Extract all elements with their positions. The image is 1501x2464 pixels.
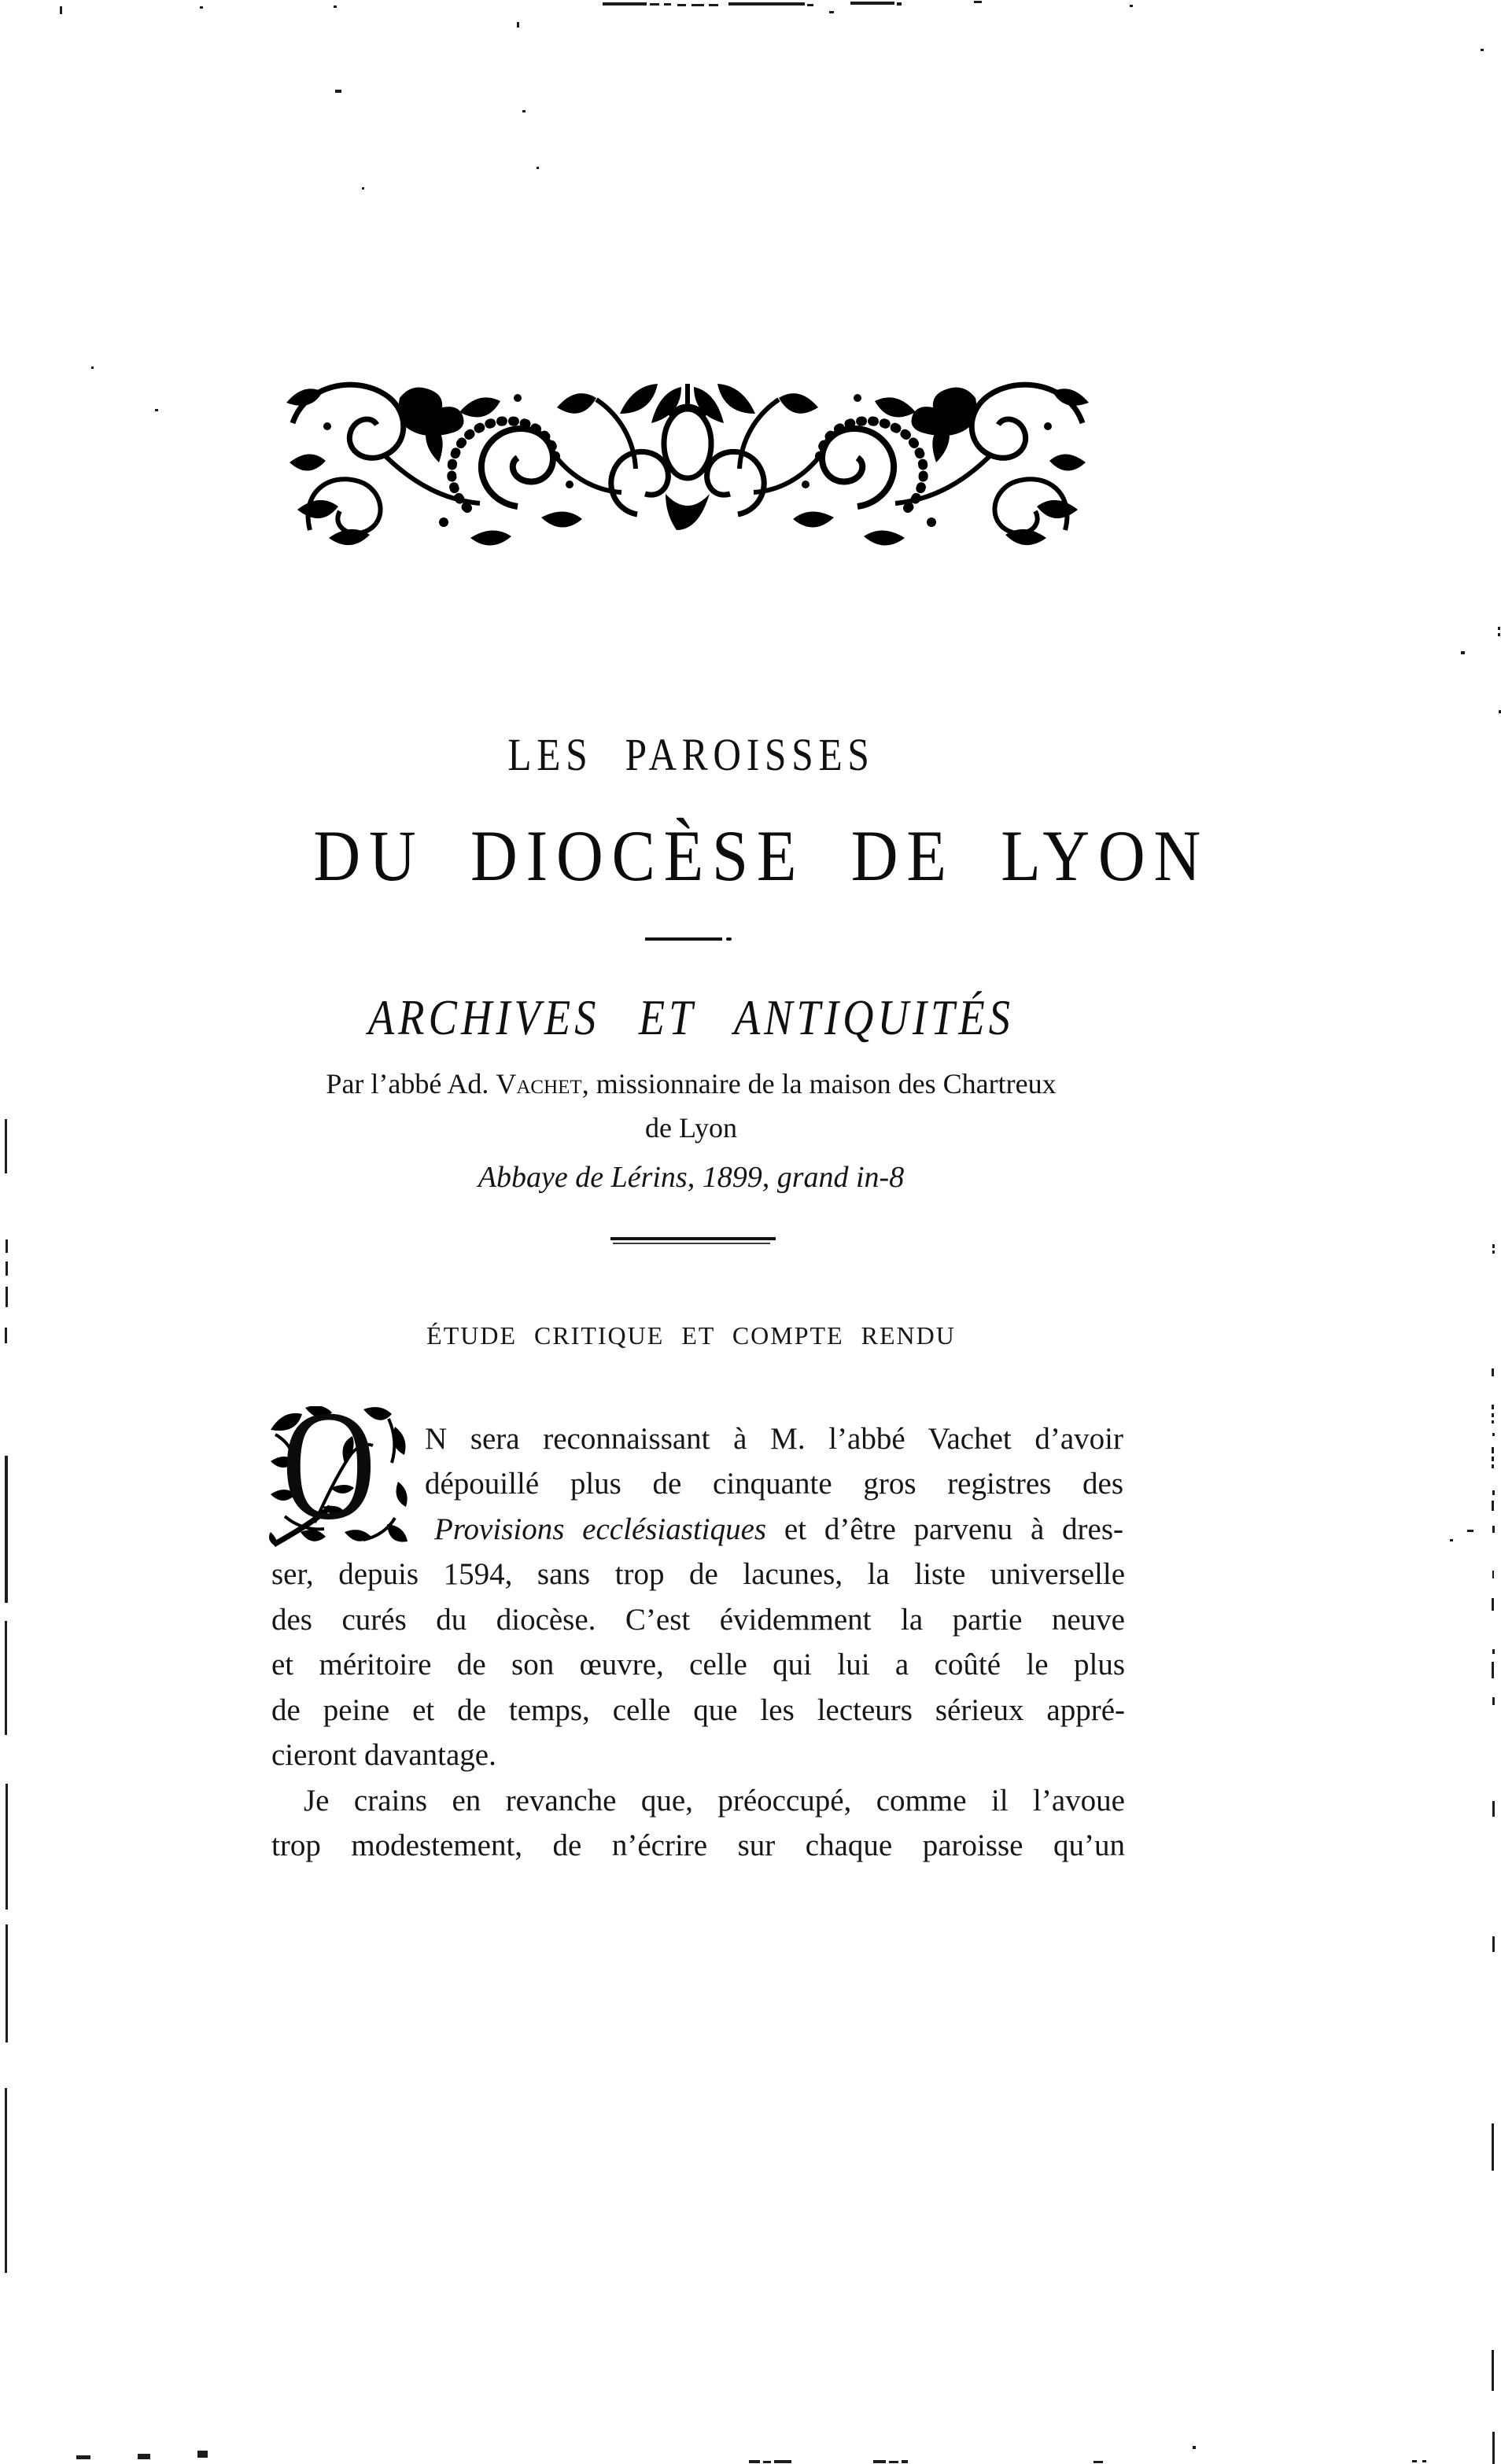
scan-artifact <box>1498 627 1500 630</box>
title-rule-dot <box>726 937 732 941</box>
scan-artifact <box>728 2 805 6</box>
scan-artifact <box>76 2455 90 2459</box>
scan-artifact <box>138 2454 150 2459</box>
scan-artifact <box>889 2461 898 2463</box>
scan-artifact <box>335 90 341 93</box>
scan-artifact <box>763 2461 771 2463</box>
scan-artifact <box>603 2 647 6</box>
scan-artifact <box>1492 2350 1494 2391</box>
body-line: et méritoire de son œuvre, celle qui lui a coûté le plus <box>271 1648 1125 1681</box>
scan-artifact <box>6 1239 8 1253</box>
scan-artifact <box>1492 1413 1494 1417</box>
scan-artifact <box>1492 1447 1494 1453</box>
author-name: Vachet <box>496 1068 582 1099</box>
scan-artifact <box>197 2451 208 2458</box>
italic-work-title: Provisions ecclésiastiques <box>434 1512 767 1546</box>
scan-artifact <box>974 1 982 3</box>
series-title: LES PAROISSES <box>507 729 875 780</box>
scan-artifact <box>5 1621 7 1735</box>
scan-artifact <box>362 187 364 190</box>
scan-artifact <box>1492 1801 1495 1817</box>
scan-artifact <box>873 2460 886 2463</box>
scan-artifact <box>807 4 813 6</box>
scan-artifact <box>1492 1662 1494 1678</box>
body-line: des curés du diocèse. C’est évidemment la partie neuve <box>271 1603 1125 1637</box>
drop-cap-letter: O <box>282 1379 376 1552</box>
scan-artifact <box>6 1784 8 1910</box>
scan-artifact <box>1492 1571 1494 1578</box>
scan-artifact <box>1093 2461 1103 2463</box>
scan-artifact <box>200 6 203 9</box>
imprint-line: Abbaye de Lérins, 1899, grand in-8 <box>478 1161 905 1194</box>
body-line: Je crains en revanche que, préoccupé, comme il l’avoue <box>304 1784 1125 1818</box>
divider-rule <box>610 1237 776 1240</box>
main-title: DU DIOCÈSE DE LYON <box>313 816 1210 896</box>
scan-artifact <box>6 1261 8 1276</box>
scan-artifact <box>5 1328 7 1343</box>
byline-prefix: Par l’abbé Ad. <box>326 1068 496 1099</box>
scan-artifact <box>774 2460 791 2463</box>
body-line: trop modestement, de n’écrire sur chaque paroisse qu’un <box>271 1829 1125 1862</box>
byline-line2: de Lyon <box>645 1112 737 1144</box>
scan-artifact <box>1492 1598 1494 1611</box>
scan-artifact <box>709 4 718 6</box>
scan-artifact <box>1492 1457 1494 1461</box>
scan-artifact <box>1467 1530 1473 1532</box>
scan-artifact <box>1450 1539 1453 1541</box>
scan-artifact <box>1492 1405 1494 1409</box>
scan-artifact <box>902 2460 908 2463</box>
scan-artifact <box>60 6 62 14</box>
scan-artifact <box>155 409 158 411</box>
scan-artifact <box>334 6 337 8</box>
scan-artifact <box>677 4 686 6</box>
drop-cap <box>269 1379 411 1552</box>
scan-artifact <box>1492 2432 1495 2464</box>
scan-artifact <box>537 167 539 169</box>
scan-artifact <box>850 2 894 5</box>
headpiece-ornament <box>282 368 1093 562</box>
scan-artifact <box>5 1119 7 1173</box>
scan-artifact <box>1492 1526 1495 1533</box>
section-heading: ÉTUDE CRITIQUE ET COMPTE RENDU <box>426 1321 956 1350</box>
scan-artifact <box>1193 2446 1196 2449</box>
body-line: ser, depuis 1594, sans trop de lacunes, la liste universelle <box>271 1557 1125 1591</box>
scan-artifact <box>1422 2460 1426 2462</box>
scan-artifact <box>664 3 671 6</box>
scan-artifact <box>650 3 659 6</box>
scan-artifact <box>1492 1936 1495 1952</box>
scan-artifact <box>1412 2460 1417 2462</box>
subtitle: ARCHIVES ET ANTIQUITÉS <box>367 989 1015 1045</box>
scan-artifact <box>897 2 902 6</box>
scan-artifact <box>91 366 94 369</box>
body-line: dépouillé plus de cinquante gros registres des <box>425 1467 1123 1501</box>
scan-artifact <box>1492 1501 1494 1511</box>
byline <box>271 1066 1111 1101</box>
body-line: cieront davantage. <box>271 1738 496 1772</box>
scan-artifact <box>1492 1649 1495 1654</box>
scan-artifact <box>1492 1244 1495 1248</box>
scan-artifact <box>1481 49 1484 51</box>
scan-artifact <box>6 1287 8 1307</box>
scan-artifact <box>749 2460 760 2463</box>
scan-artifact <box>1492 1250 1495 1254</box>
scan-artifact <box>1492 2123 1494 2171</box>
scan-artifact <box>1492 1490 1495 1495</box>
body-line <box>434 1507 1123 1552</box>
scan-artifact <box>1498 633 1500 636</box>
scan-artifact <box>5 2088 7 2273</box>
body-line: N sera reconnaissant à M. l’abbé Vachet d’avoir <box>425 1422 1123 1456</box>
scan-artifact <box>829 11 834 13</box>
scan-artifact <box>517 22 519 28</box>
scan-artifact <box>1492 1697 1495 1705</box>
body-line-continuation: et d’être parvenu à dres- <box>766 1512 1123 1546</box>
scan-artifact <box>1492 1368 1494 1376</box>
divider-rule-thin <box>613 1243 770 1244</box>
byline-suffix: , missionnaire de la maison des Chartreux <box>581 1068 1057 1099</box>
scan-artifact <box>1492 1433 1495 1436</box>
scan-artifact <box>691 4 704 6</box>
scan-artifact <box>5 1456 8 1603</box>
scan-artifact <box>6 1924 8 2042</box>
body-line: de peine et de temps, celle que les lecteurs sérieux appré- <box>271 1693 1125 1727</box>
title-rule <box>645 937 722 941</box>
scan-artifact <box>522 110 526 112</box>
scan-artifact <box>1492 1464 1494 1468</box>
scan-artifact <box>1130 5 1133 7</box>
scan-artifact <box>1492 1420 1494 1424</box>
scan-artifact <box>1461 651 1465 654</box>
